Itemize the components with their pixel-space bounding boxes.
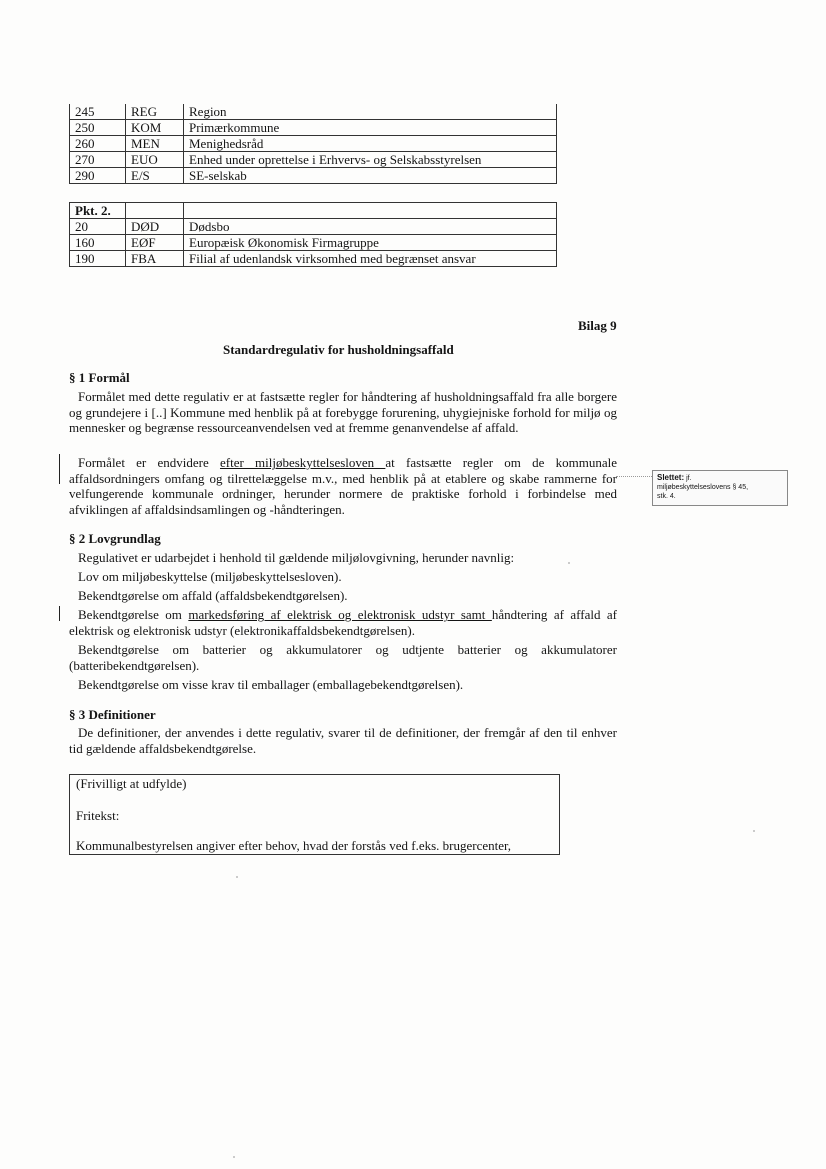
scan-speck xyxy=(236,876,238,878)
table-cell: 160 xyxy=(70,235,126,251)
table-cell: Dødsbo xyxy=(184,219,557,235)
table-row xyxy=(70,152,557,168)
table-cell: Filial af udenlandsk virksomhed med begrænset ansvar xyxy=(184,251,557,267)
text-run: Bekendtgørelse om xyxy=(78,607,189,622)
change-bar xyxy=(59,454,60,484)
table-cell: Primærkommune xyxy=(184,120,557,136)
law-item: Bekendtgørelse om affald (affaldsbekendtgørelsen). xyxy=(78,588,348,603)
law-item xyxy=(69,607,617,638)
table-cell: REG xyxy=(126,104,184,120)
table-cell: EØF xyxy=(126,235,184,251)
appendix-label: Bilag 9 xyxy=(578,318,617,333)
table-cell: E/S xyxy=(126,168,184,184)
table-cell: 290 xyxy=(70,168,126,184)
table-cell: Region xyxy=(184,104,557,120)
comment-text: jf. xyxy=(686,475,692,482)
table-header-cell: Pkt. 2. xyxy=(70,203,126,219)
table-cell: MEN xyxy=(126,136,184,152)
table-cell: 250 xyxy=(70,120,126,136)
change-bar xyxy=(59,606,60,621)
table-header-row xyxy=(70,203,557,219)
section-3-heading: § 3 Definitioner xyxy=(69,707,156,722)
comment-connector xyxy=(616,476,652,477)
code-table-2 xyxy=(69,202,557,267)
table-row xyxy=(70,235,557,251)
table-cell: SE-selskab xyxy=(184,168,557,184)
comment-label: Slettet: xyxy=(657,473,685,482)
table-cell: EUO xyxy=(126,152,184,168)
law-item: Bekendtgørelse om batterier og akkumulatorer og udtjente batterier og akkumulatorer (batteribekendtgørelsen). xyxy=(69,642,617,673)
table-row xyxy=(70,120,557,136)
section-1-paragraph-2 xyxy=(69,455,617,517)
text-run: at fastsætte regler om de kommunale affaldsordningers omfang og tilrettelæggelse m.v., med henblik på at etablere og skabe rammerne for velfungerende kommunale ordninger, herunder normere de praktiske forhold i forbindelse med afviklingen af affaldsindsamlingen og -håndteringen. xyxy=(69,455,617,517)
box-free-text-label: Fritekst: xyxy=(76,808,120,823)
law-item: Lov om miljøbeskyttelse (miljøbeskyttelsesloven). xyxy=(78,569,342,584)
table-row xyxy=(70,168,557,184)
inserted-text: efter miljøbeskyttelsesloven xyxy=(219,455,386,470)
table-row xyxy=(70,251,557,267)
code-table-1 xyxy=(69,104,557,184)
section-3-paragraph: De definitioner, der anvendes i dette regulativ, svarer til de definitioner, der fremgår af den til enhver tid gældende affaldsbekendtgørelse. xyxy=(69,725,617,756)
inserted-text: markedsføring af elektrisk og elektronisk udstyr samt xyxy=(188,607,492,622)
table-row xyxy=(70,104,557,120)
box-optional-label: (Frivilligt at udfylde) xyxy=(76,776,187,791)
table-cell: Menighedsråd xyxy=(184,136,557,152)
table-cell: KOM xyxy=(126,120,184,136)
box-free-text-content: Kommunalbestyrelsen angiver efter behov, hvad der forstås ved f.eks. brugercenter, xyxy=(76,838,512,853)
table-cell: 20 xyxy=(70,219,126,235)
scan-speck xyxy=(568,562,570,564)
free-text-box xyxy=(69,774,560,855)
table-cell: 260 xyxy=(70,136,126,152)
table-cell: 190 xyxy=(70,251,126,267)
table-cell: Enhed under oprettelse i Erhvervs- og Selskabsstyrelsen xyxy=(184,152,557,168)
table-cell: 245 xyxy=(70,104,126,120)
comment-text: stk. 4. xyxy=(657,493,676,500)
text-run: håndtering af affald af elektrisk og elektronisk udstyr (elektronikaffaldsbekendtgørelsen). xyxy=(69,607,617,638)
comment-text: miljøbeskyttelseslovens § 45, xyxy=(657,484,749,491)
scan-speck xyxy=(753,830,755,832)
table-cell: Europæisk Økonomisk Firmagruppe xyxy=(184,235,557,251)
section-1-paragraph-1: Formålet med dette regulativ er at fastsætte regler for håndtering af husholdningsaffald fra alle borgere og grundejere i [..] Kommune med henblik på at forebygge forurening, uhygiejniske forhold for miljø og mennesker og begrænse ressourceanvendelsen ved at fremme genanvendelse af affald. xyxy=(69,389,617,435)
text-run: Formålet er endvidere xyxy=(78,455,220,470)
section-2-intro: Regulativet er udarbejdet i henhold til gældende miljølovgivning, herunder navnlig: xyxy=(78,550,515,565)
table-cell: 270 xyxy=(70,152,126,168)
table-cell xyxy=(184,203,557,219)
scan-speck xyxy=(233,1156,235,1158)
table-cell: FBA xyxy=(126,251,184,267)
section-2-heading: § 2 Lovgrundlag xyxy=(69,531,161,546)
deletion-comment[interactable] xyxy=(652,470,788,506)
law-item: Bekendtgørelse om visse krav til emballager (emballagebekendtgørelsen). xyxy=(78,677,464,692)
document-title: Standardregulativ for husholdningsaffald xyxy=(223,342,454,357)
table-cell xyxy=(126,203,184,219)
table-cell: DØD xyxy=(126,219,184,235)
table-row xyxy=(70,219,557,235)
section-1-heading: § 1 Formål xyxy=(69,370,130,385)
table-row xyxy=(70,136,557,152)
